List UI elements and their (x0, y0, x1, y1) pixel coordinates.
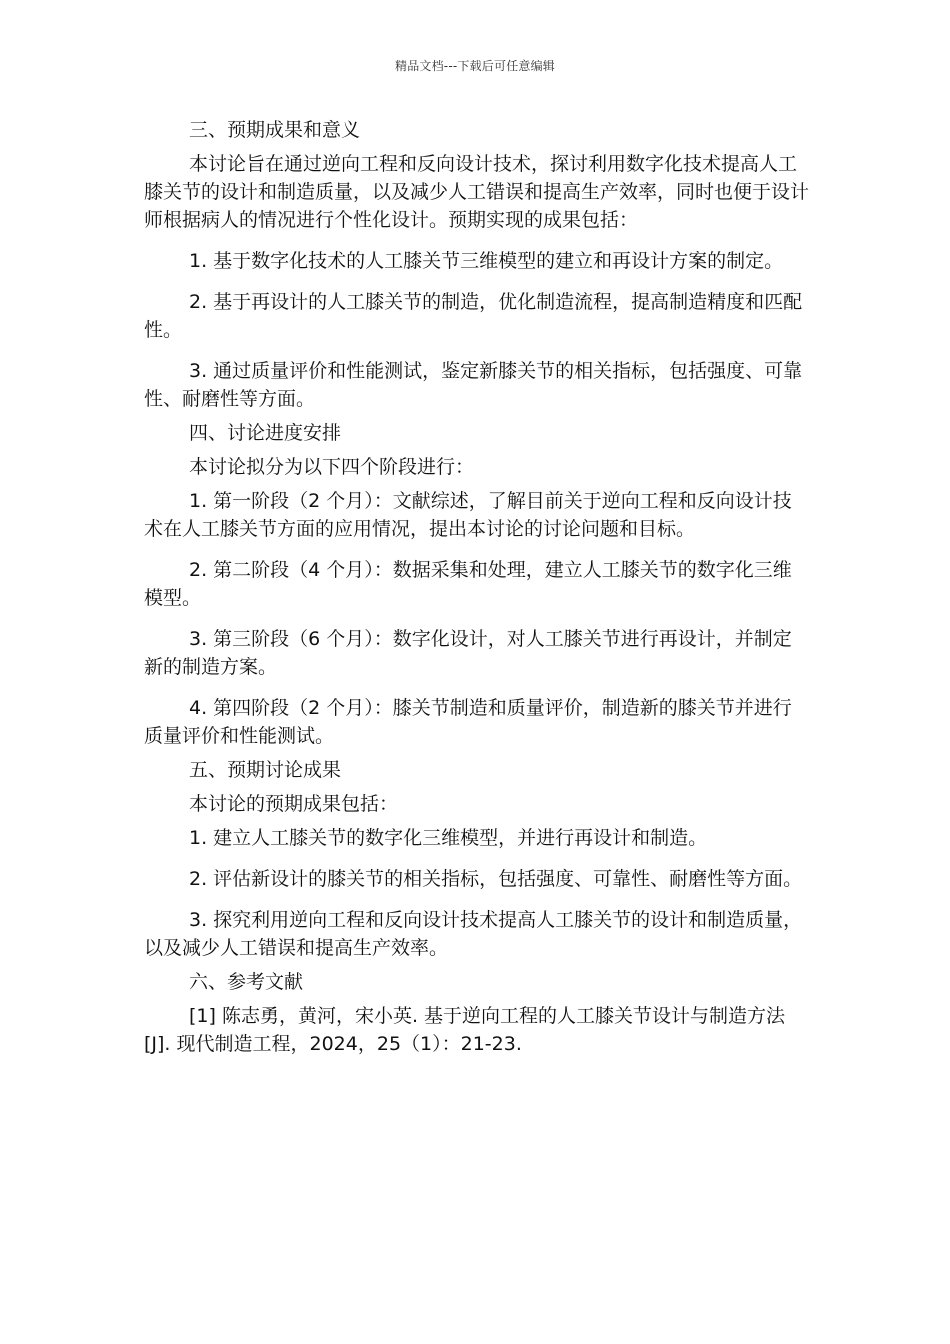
list-item: 2. 第二阶段（4 个月）：数据采集和处理，建立人工膝关节的数字化三维模型。 (144, 559, 792, 609)
list-item: 1. 基于数字化技术的人工膝关节三维模型的建立和再设计方案的制定。 (189, 250, 784, 272)
list-item: 4. 第四阶段（2 个月）：膝关节制造和质量评价，制造新的膝关节并进行质量评价和性能测试。 (144, 697, 792, 747)
paragraph: 本讨论的预期成果包括： (189, 793, 399, 815)
section-heading: 四、讨论进度安排 (189, 422, 342, 444)
page-header: 精品文档---下载后可任意编辑 (395, 59, 555, 73)
document-body (144, 116, 810, 1058)
paragraph: 本讨论拟分为以下四个阶段进行： (189, 456, 475, 478)
list-item: 1. 第一阶段（2 个月）：文献综述，了解目前关于逆向工程和反向设计技术在人工膝关节方面的应用情况，提出本讨论的讨论问题和目标。 (144, 490, 792, 540)
section-heading: 三、预期成果和意义 (189, 119, 361, 141)
list-item: 3. 第三阶段（6 个月）：数字化设计，对人工膝关节进行再设计，并制定新的制造方案。 (144, 628, 792, 678)
list-item: 3. 探究利用逆向工程和反向设计技术提高人工膝关节的设计和制造质量，以及减少人工错误和提高生产效率。 (144, 909, 803, 959)
list-item: 2. 基于再设计的人工膝关节的制造，优化制造流程，提高制造精度和匹配性。 (144, 291, 803, 341)
reference-item: [1] 陈志勇，黄河，宋小英. 基于逆向工程的人工膝关节设计与制造方法[J]. 现代制造工程，2024，25（1）：21-23. (144, 1005, 786, 1055)
list-item: 3. 通过质量评价和性能测试，鉴定新膝关节的相关指标，包括强度、可靠性、耐磨性等方面。 (144, 360, 803, 410)
list-item: 2. 评估新设计的膝关节的相关指标，包括强度、可靠性、耐磨性等方面。 (189, 868, 803, 890)
paragraph: 本讨论旨在通过逆向工程和反向设计技术，探讨利用数字化技术提高人工膝关节的设计和制造质量，以及减少人工错误和提高生产效率，同时也便于设计师根据病人的情况进行个性化设计。预期实现的成果包括： (144, 153, 810, 231)
section-heading: 六、参考文献 (189, 971, 304, 993)
section-heading: 五、预期讨论成果 (189, 759, 342, 781)
list-item: 1. 建立人工膝关节的数字化三维模型，并进行再设计和制造。 (189, 827, 708, 849)
